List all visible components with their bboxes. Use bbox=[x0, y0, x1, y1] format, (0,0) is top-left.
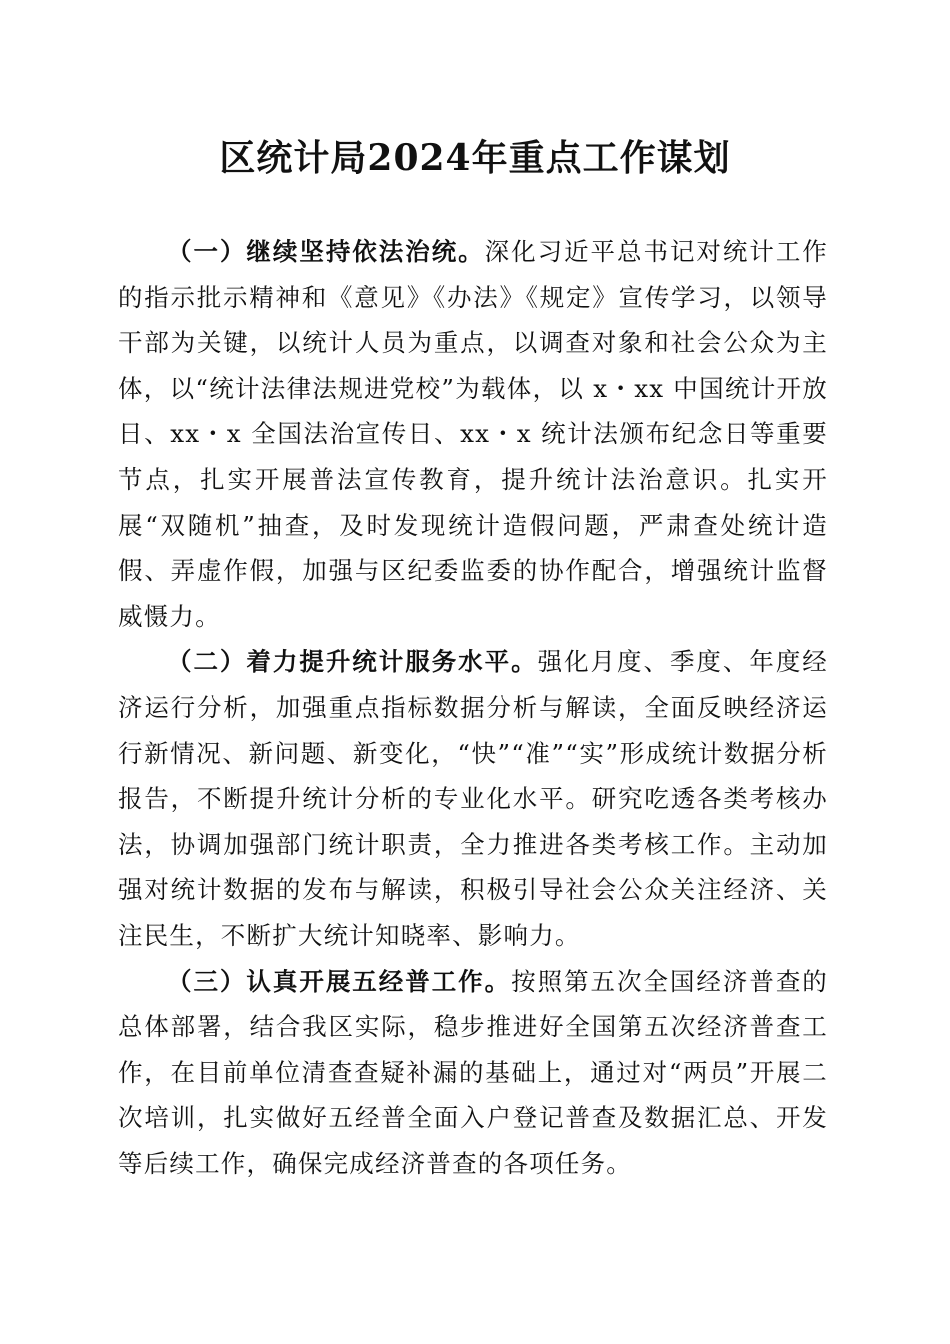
paragraph-2-heading: （二）着力提升统计服务水平。 bbox=[167, 647, 538, 677]
document-body bbox=[118, 229, 828, 1186]
paragraph-1-heading: （一）继续坚持依法治统。 bbox=[167, 237, 485, 266]
paragraph-1 bbox=[118, 229, 828, 639]
document-title: 区统计局2024年重点工作谋划 bbox=[219, 137, 731, 179]
paragraph-3-heading: （三）认真开展五经普工作。 bbox=[167, 966, 512, 996]
paragraph-2-body: 强化月度、季度、年度经济运行分析，加强重点指标数据分析与解读，全面反映经济运行新情况、新问题、新变化，“快”“准”“实”形成统计数据分析报告，不断提升统计分析的专业化水平。研究吃透各类考核办法，协调加强部门统计职责，全力推进各类考核工作。主动加强对统计数据的发布与解读，积极引导社会公众关注经济、关注民生，不断扩大统计知晓率、影响力。 bbox=[118, 647, 828, 950]
paragraph-3 bbox=[118, 959, 828, 1187]
paragraph-3-body: 按照第五次全国经济普查的总体部署，结合我区实际，稳步推进好全国第五次经济普查工作，在目前单位清查查疑补漏的基础上，通过对“两员”开展二次培训，扎实做好五经普全面入户登记普查及数据汇总、开发等后续工作，确保完成经济普查的各项任务。 bbox=[118, 966, 828, 1178]
paragraph-2 bbox=[118, 639, 828, 958]
paragraph-1-body: 深化习近平总书记对统计工作的指示批示精神和《意见》《办法》《规定》宣传学习，以领导干部为关键，以统计人员为重点，以调查对象和社会公众为主体，以“统计法律法规进党校”为载体，以 x・xx 中国统计开放日、xx・x 全国法治宣传日、xx・x 统计法颁布纪念日等重要节点，扎实开展普法宣传教育，提升统计法治意识。扎实开展“双随机”抽查，及时发现统计造假问题，严肃查处统计造假、弄虚作假，加强与区纪委监委的协作配合，增强统计监督威慑力。 bbox=[118, 237, 828, 631]
